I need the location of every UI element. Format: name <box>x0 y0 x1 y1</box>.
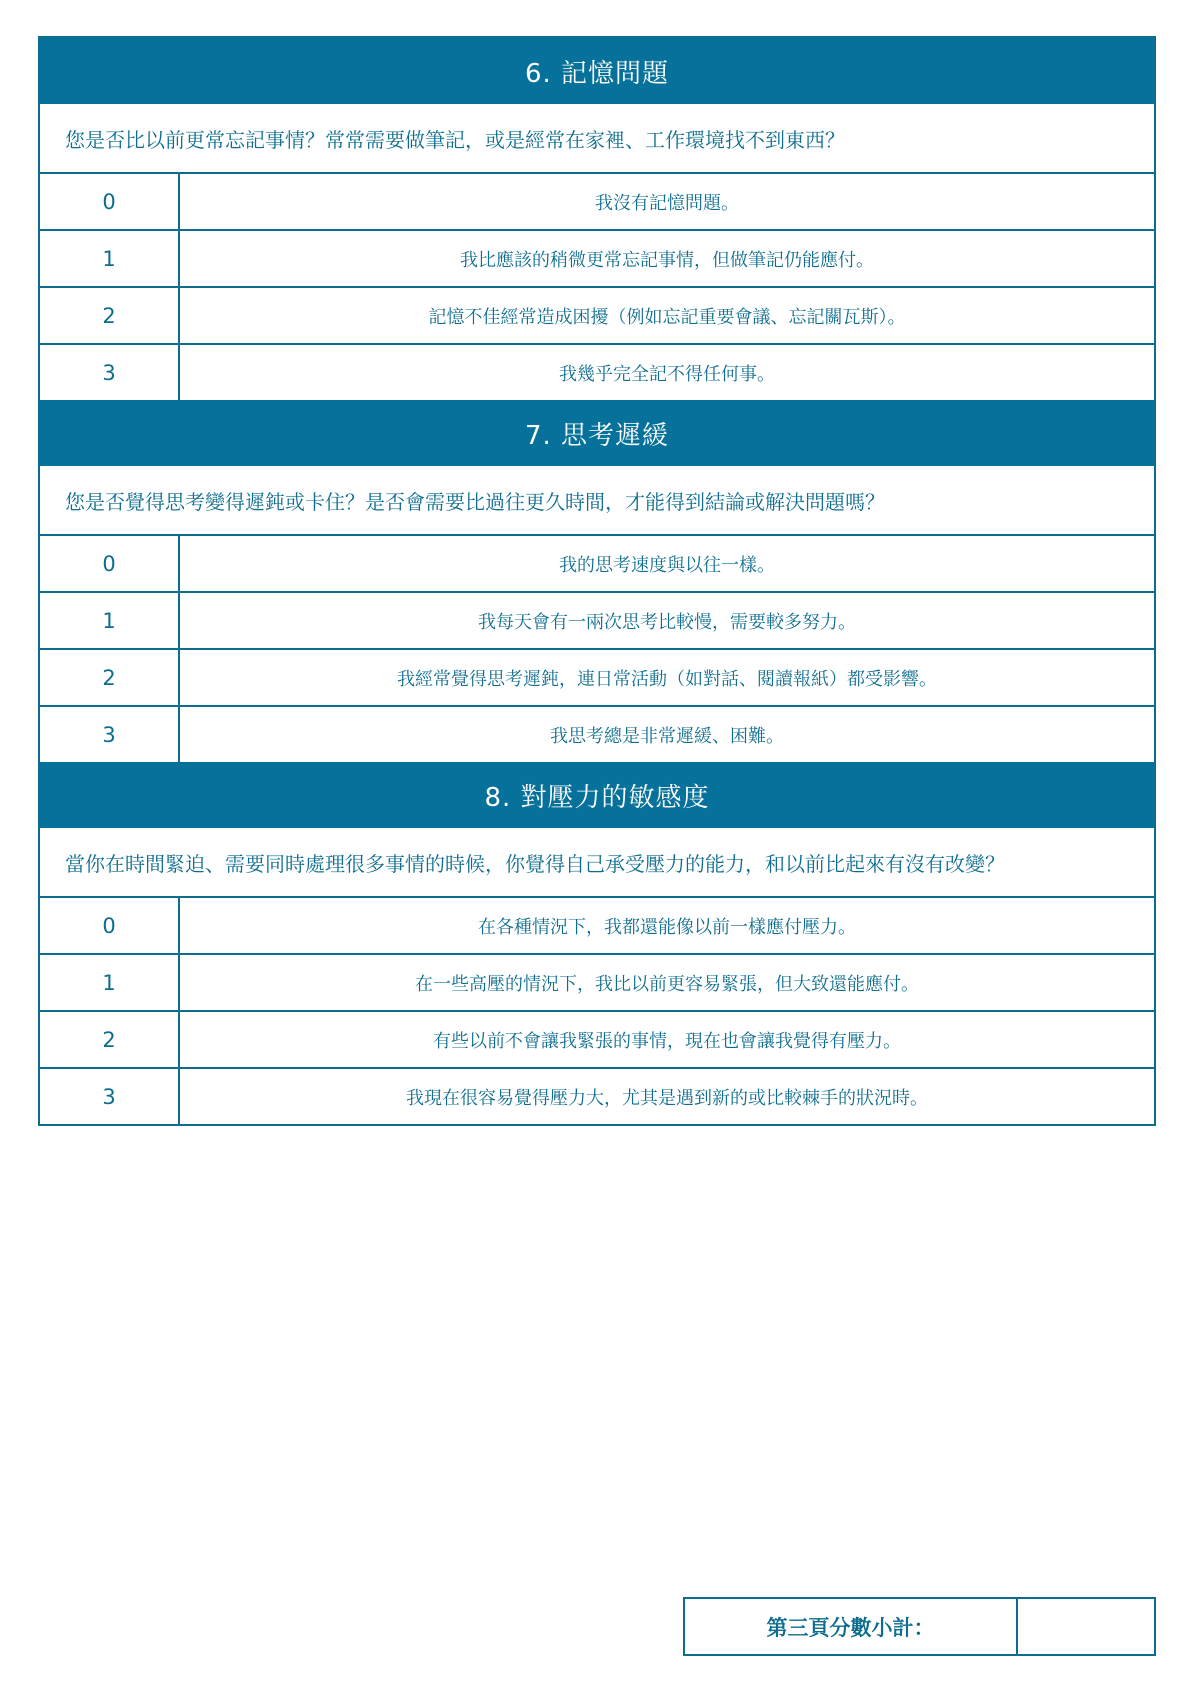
score-cell: 0 <box>40 536 180 591</box>
score-cell: 2 <box>40 1012 180 1067</box>
section-6-option-2[interactable] <box>40 288 1154 345</box>
section-6-option-3[interactable] <box>40 345 1154 400</box>
option-description: 我幾乎完全記不得任何事。 <box>559 363 775 385</box>
section-6-header <box>40 38 1154 104</box>
score-cell: 2 <box>40 288 180 343</box>
option-description: 我的思考速度與以往一樣。 <box>559 554 775 576</box>
section-7-option-1[interactable] <box>40 593 1154 650</box>
score-cell: 2 <box>40 650 180 705</box>
option-description: 有些以前不會讓我緊張的事情，現在也會讓我覺得有壓力。 <box>433 1030 901 1052</box>
section-8-option-1[interactable] <box>40 955 1154 1012</box>
section-8-question-text: 當你在時間緊迫、需要同時處理很多事情的時候，你覺得自己承受壓力的能力，和以前比起來有沒有改變？ <box>65 851 1005 876</box>
questionnaire-table <box>38 36 1156 1126</box>
section-8-header <box>40 762 1154 828</box>
score-cell: 1 <box>40 593 180 648</box>
score-cell: 1 <box>40 955 180 1010</box>
section-8-question <box>40 828 1154 898</box>
score-cell: 3 <box>40 707 180 762</box>
score-cell: 3 <box>40 1069 180 1124</box>
section-6-title: 6. 記憶問題 <box>524 58 670 89</box>
section-7-option-3[interactable] <box>40 707 1154 762</box>
subtotal-label: 第三頁分數小計： <box>685 1599 1018 1654</box>
section-6-question-text: 您是否比以前更常忘記事情？常常需要做筆記，或是經常在家裡、工作環境找不到東西？ <box>65 127 845 152</box>
section-8-title: 8. 對壓力的敏感度 <box>484 782 710 813</box>
section-7-question-text: 您是否覺得思考變得遲鈍或卡住？是否會需要比過往更久時間，才能得到結論或解決問題嗎？ <box>65 489 885 514</box>
section-7-title: 7. 思考遲緩 <box>524 420 670 451</box>
option-description: 我經常覺得思考遲鈍，連日常活動（如對話、閱讀報紙）都受影響。 <box>397 668 937 690</box>
section-8-option-2[interactable] <box>40 1012 1154 1069</box>
page-subtotal-box <box>683 1597 1156 1656</box>
option-description: 我思考總是非常遲緩、困難。 <box>550 725 784 747</box>
score-cell: 0 <box>40 174 180 229</box>
section-7-question <box>40 466 1154 536</box>
option-description: 我沒有記憶問題。 <box>595 192 739 214</box>
section-6-option-1[interactable] <box>40 231 1154 288</box>
section-7-header <box>40 400 1154 466</box>
section-8-option-0[interactable] <box>40 898 1154 955</box>
option-description: 在各種情況下，我都還能像以前一樣應付壓力。 <box>478 916 856 938</box>
option-description: 我每天會有一兩次思考比較慢，需要較多努力。 <box>478 611 856 633</box>
subtotal-value-field[interactable] <box>1018 1599 1154 1654</box>
section-8-option-3[interactable] <box>40 1069 1154 1124</box>
score-cell: 0 <box>40 898 180 953</box>
score-cell: 3 <box>40 345 180 400</box>
score-cell: 1 <box>40 231 180 286</box>
section-7-option-2[interactable] <box>40 650 1154 707</box>
option-description: 我現在很容易覺得壓力大，尤其是遇到新的或比較棘手的狀況時。 <box>406 1087 928 1109</box>
option-description: 我比應該的稍微更常忘記事情，但做筆記仍能應付。 <box>460 249 874 271</box>
section-6-option-0[interactable] <box>40 174 1154 231</box>
section-7-option-0[interactable] <box>40 536 1154 593</box>
option-description: 在一些高壓的情況下，我比以前更容易緊張，但大致還能應付。 <box>415 973 919 995</box>
section-6-question <box>40 104 1154 174</box>
option-description: 記憶不佳經常造成困擾（例如忘記重要會議、忘記關瓦斯）。 <box>428 306 906 328</box>
